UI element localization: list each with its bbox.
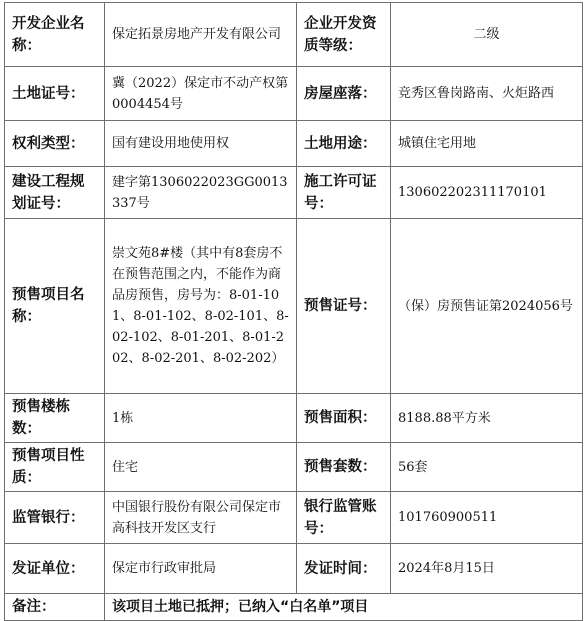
construction-permit-label: 施工许可证号： [297,167,391,219]
planning-permit-value: 建字第1306022023GG0013337号 [105,167,297,219]
developer-label: 开发企业名称： [5,3,105,67]
bank-label: 监管银行： [5,492,105,544]
building-count-label: 预售楼栋数： [5,394,105,443]
land-use-value: 城镇住宅用地 [391,121,583,167]
building-count-value: 1栋 [105,394,297,443]
unit-count-value: 56套 [391,443,583,492]
table-row [5,492,583,544]
land-cert-value: 冀（2022）保定市不动产权第0004454号 [105,67,297,121]
table-row [5,594,583,621]
project-nature-value: 住宅 [105,443,297,492]
table-row [5,121,583,167]
account-value: 101760900511 [391,492,583,544]
issue-date-label: 发证时间： [297,544,391,594]
location-label: 房屋座落： [297,67,391,121]
unit-count-label: 预售套数： [297,443,391,492]
bank-value: 中国银行股份有限公司保定市高科技开发区支行 [105,492,297,544]
table-row [5,219,583,394]
location-value: 竞秀区鲁岗路南、火炬路西 [391,67,583,121]
presale-info-table [4,2,583,621]
presale-area-label: 预售面积： [297,394,391,443]
table-row [5,3,583,67]
remark-value: 该项目土地已抵押；已纳入“白名单”项目 [105,594,583,621]
issue-date-value: 2024年8月15日 [391,544,583,594]
presale-cert-value: （保）房预售证第2024056号 [391,219,583,394]
project-name-label: 预售项目名称： [5,219,105,394]
planning-permit-label: 建设工程规划证号： [5,167,105,219]
right-type-label: 权利类型： [5,121,105,167]
issuer-value: 保定市行政审批局 [105,544,297,594]
table-row [5,394,583,443]
qualification-label: 企业开发资质等级： [297,3,391,67]
table-row [5,544,583,594]
table-row [5,443,583,492]
land-cert-label: 土地证号： [5,67,105,121]
presale-area-value: 8188.88平方米 [391,394,583,443]
remark-label: 备注： [5,594,105,621]
qualification-value: 二级 [391,3,583,67]
construction-permit-value: 130602202311170101 [391,167,583,219]
developer-value: 保定拓景房地产开发有限公司 [105,3,297,67]
table-row [5,167,583,219]
table-row [5,67,583,121]
project-name-value: 崇文苑8#楼（其中有8套房不在预售范围之内，不能作为商品房预售，房号为：8-01-101、8-01-102、8-02-101、8-02-102、8-01-201、8-01-202、8-02-201、8-02-202） [105,219,297,394]
project-nature-label: 预售项目性质： [5,443,105,492]
presale-cert-label: 预售证号： [297,219,391,394]
land-use-label: 土地用途： [297,121,391,167]
account-label: 银行监管账号： [297,492,391,544]
right-type-value: 国有建设用地使用权 [105,121,297,167]
issuer-label: 发证单位： [5,544,105,594]
